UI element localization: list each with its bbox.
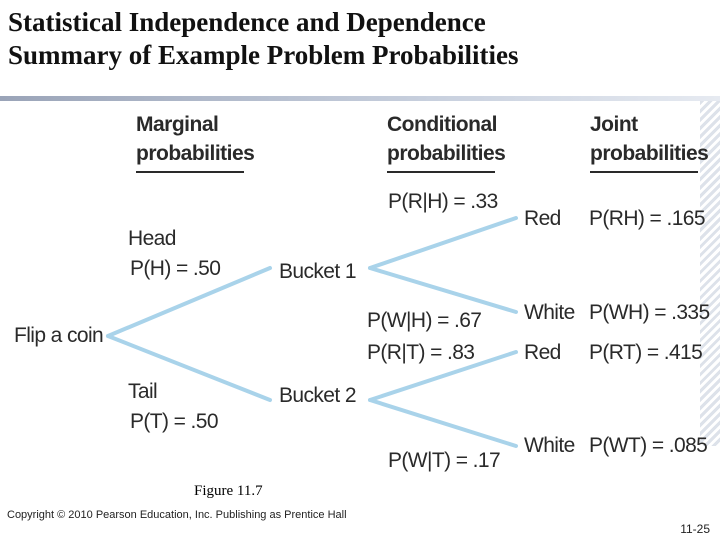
bucket-1-label: Bucket 1 — [279, 260, 356, 283]
joint-header-line-2: probabilities — [590, 142, 709, 165]
branch-bucket2-white — [370, 400, 516, 446]
bucket-2-label: Bucket 2 — [279, 384, 356, 407]
conditional-prob-white-given-tail: P(W|T) = .17 — [388, 449, 501, 472]
joint-prob-red-head: P(RH) = .165 — [589, 207, 705, 230]
conditional-prob-red-given-head: P(R|H) = .33 — [388, 190, 498, 213]
branch-bucket1-white — [370, 268, 516, 312]
joint-prob-white-head: P(WH) = .335 — [589, 301, 710, 324]
joint-header — [590, 113, 708, 172]
marginal-header — [136, 113, 254, 172]
tail-label: Tail — [128, 380, 158, 403]
joint-prob-red-tail: P(RT) = .415 — [589, 341, 703, 364]
page-number: 11-25 — [680, 522, 710, 536]
conditional-prob-red-given-tail: P(R|T) = .83 — [367, 341, 475, 364]
head-label: Head — [128, 227, 176, 250]
outcome-red-1: Red — [524, 207, 561, 230]
conditional-prob-white-given-head: P(W|H) = .67 — [367, 309, 482, 332]
root-label: Flip a coin — [14, 324, 104, 347]
slide-title-line-1: Statistical Independence and Dependence — [8, 7, 486, 37]
conditional-header-line-1: Conditional — [387, 113, 497, 136]
marginal-header-line-1: Marginal — [136, 113, 219, 136]
slide-title-line-2: Summary of Example Problem Probabilities — [8, 40, 519, 70]
marginal-header-line-2: probabilities — [136, 142, 255, 165]
outcome-white-1: White — [524, 301, 575, 324]
joint-header-line-1: Joint — [590, 113, 638, 136]
outcome-white-2: White — [524, 434, 575, 457]
conditional-header-line-2: probabilities — [387, 142, 506, 165]
outcome-red-2: Red — [524, 341, 561, 364]
branch-bucket1-red — [370, 218, 516, 268]
figure-caption: Figure 11.7 — [194, 483, 263, 499]
joint-prob-white-tail: P(WT) = .085 — [589, 434, 708, 457]
head-probability: P(H) = .50 — [130, 257, 221, 280]
tail-probability: P(T) = .50 — [130, 410, 218, 433]
copyright-notice: Copyright © 2010 Pearson Education, Inc. Publishing as Prentice Hall — [7, 509, 347, 521]
conditional-header — [387, 113, 505, 172]
